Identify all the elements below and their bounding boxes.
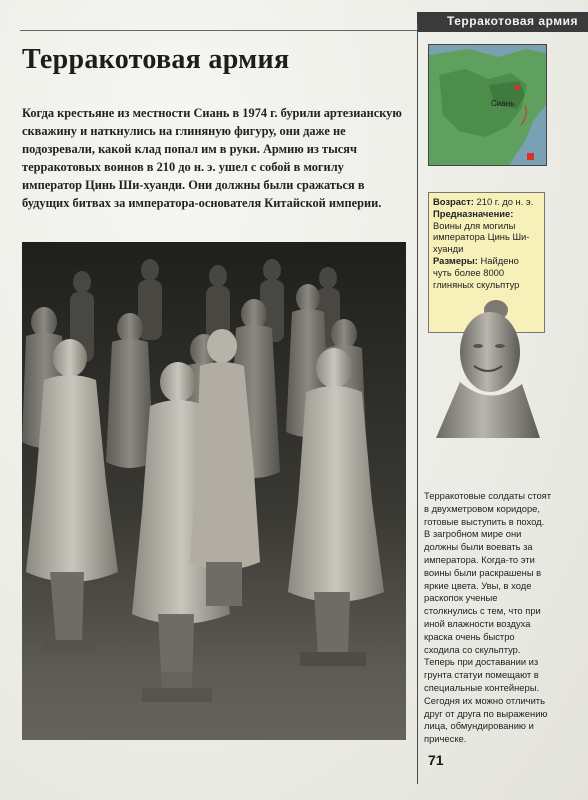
- fact-age-label: Возраст:: [433, 196, 474, 207]
- page-number: 71: [428, 752, 444, 768]
- fact-purpose: [433, 208, 540, 255]
- fact-age: [433, 196, 540, 208]
- fact-size-value: Найдено чуть более 8000 глиняных скульптур: [433, 254, 520, 290]
- fact-size: [433, 255, 540, 290]
- warrior-bust-image: [430, 296, 546, 438]
- section-header-bar: [417, 12, 588, 32]
- fact-purpose-value: Воины для могилы императора Цинь Ши-хуанди: [433, 219, 530, 255]
- fact-age-value: 210 г. до н. э.: [476, 196, 534, 207]
- fact-size-label: Размеры:: [433, 254, 478, 266]
- photo-caption: Терракотовые солдаты стоят в двухметровом коридоре, готовые выступить в поход. В загробном мире они должны были воевать за императора. Когда-то эти воины были раскрашены в яркие цвета. Увы, в ходе раскопок ученые столкнулись с тем, что при иной влажности воздуха краска очень быстро сходила со скульптур. Теперь при доставании из грунта статуи помещают в специальные контейнеры. Сегодня их можно отличить друг от друга по выражению лица, обмундированию и прическе.: [424, 490, 552, 745]
- warriors-photo: [22, 242, 406, 740]
- fact-purpose-label: Предназначение:: [433, 207, 514, 219]
- page-title: Терракотовая армия: [22, 44, 290, 75]
- sidebar-divider: [417, 24, 418, 784]
- map-city-label: Сиань: [491, 99, 515, 108]
- warrior-bust-illustration: [430, 296, 546, 438]
- top-divider: [20, 30, 417, 31]
- map-illustration: [429, 45, 546, 165]
- city-marker-icon: [515, 85, 520, 90]
- location-map: [428, 44, 547, 166]
- section-header-title: Терракотовая армия: [447, 14, 578, 28]
- warriors-illustration: [22, 242, 406, 740]
- intro-paragraph: Когда крестьяне из местности Сиань в 1974 г. бурили артезианскую скважину и наткнулись на глиняную фигуру, они даже не подозревали, какой клад попал им в руки. Армию из тысяч терракотовых воинов в 210 до н. э. ушел с собой в могилу император Цинь Ши-хуанди. Они должны были сражаться в будущих битвах за императора-основателя Китайской империи.: [22, 106, 402, 210]
